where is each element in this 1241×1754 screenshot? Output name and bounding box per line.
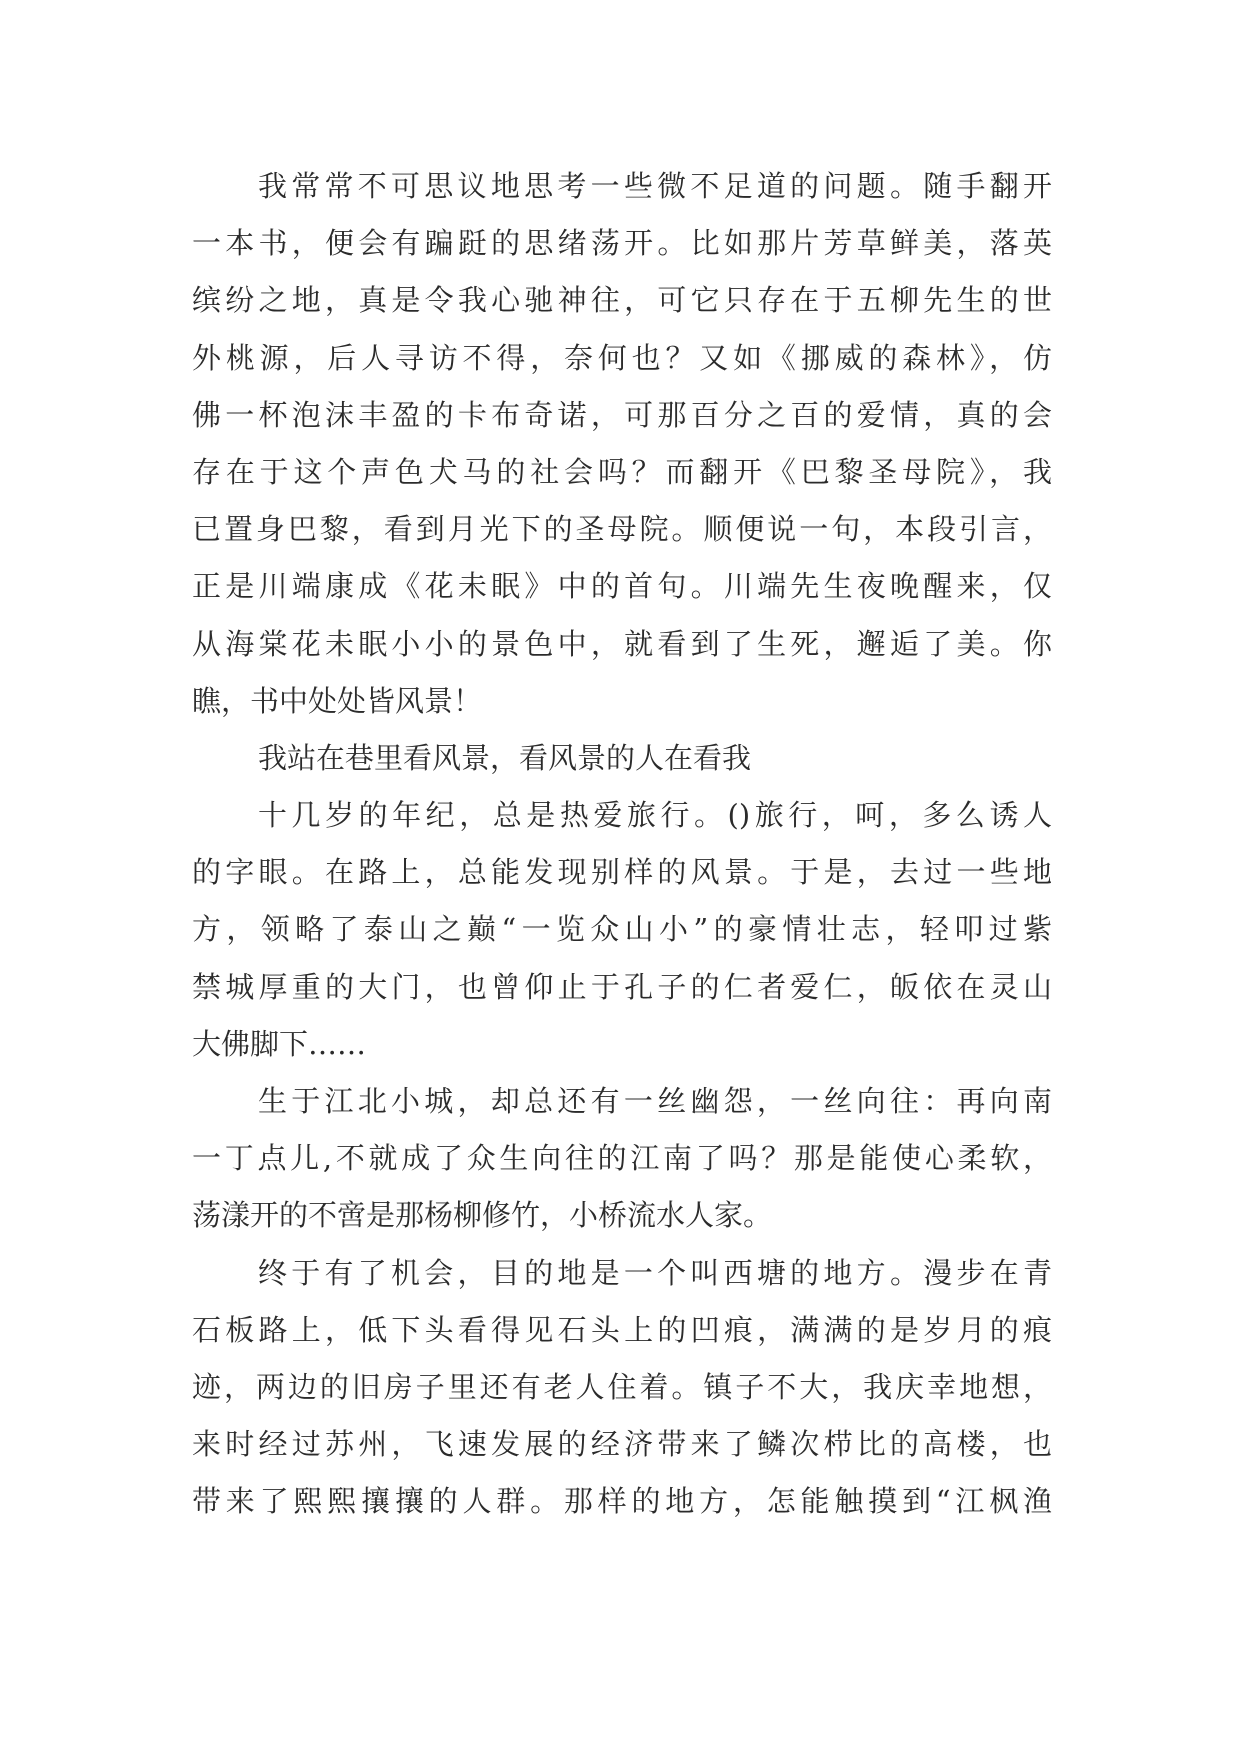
text-line: 存在于这个声色犬马的社会吗？而翻开《巴黎圣母院》，我: [192, 454, 1052, 489]
text-line: 禁城厚重的大门，也曾仰止于孔子的仁者爱仁，皈依在灵山: [192, 969, 1052, 1004]
text-line: 方，领略了泰山之巅“一览众山小”的豪情壮志，轻叩过紫: [192, 912, 1052, 947]
text-line: 缤纷之地，真是令我心驰神往，可它只存在于五柳先生的世: [192, 283, 1052, 318]
text-line: 我常常不可思议地思考一些微不足道的问题。随手翻开: [258, 169, 1052, 203]
text-line: 生于江北小城，却总还有一丝幽怨，一丝向往：再向南: [258, 1084, 1052, 1118]
body-text: [192, 158, 1052, 1531]
text-line: 瞧，书中处处皆风景！: [192, 683, 483, 718]
text-line: 终于有了机会，目的地是一个叫西塘的地方。漫步在青: [258, 1255, 1052, 1290]
text-line: 荡漾开的不啻是那杨柳修竹，小桥流水人家。: [192, 1198, 773, 1233]
text-line: 佛一杯泡沫丰盈的卡布奇诺，可那百分之百的爱情，真的会: [192, 397, 1052, 432]
text-line: 带来了熙熙攘攘的人群。那样的地方，怎能触摸到“江枫渔: [192, 1484, 1052, 1519]
text-line: 正是川端康成《花未眠》中的首句。川端先生夜晚醒来，仅: [192, 569, 1052, 604]
text-line: 石板路上，低下头看得见石头上的凹痕，满满的是岁月的痕: [192, 1312, 1052, 1347]
text-line: 大佛脚下……: [192, 1026, 367, 1061]
text-line: 来时经过苏州，飞速发展的经济带来了鳞次栉比的高楼，也: [192, 1427, 1052, 1462]
text-line: 的字眼。在路上，总能发现别样的风景。于是，去过一些地: [192, 855, 1052, 890]
text-line: 我站在巷里看风景，看风景的人在看我: [258, 740, 752, 775]
text-line: 从海棠花未眠小小的景色中，就看到了生死，邂逅了美。你: [192, 626, 1052, 661]
text-line: 一本书，便会有蹁跹的思绪荡开。比如那片芳草鲜美，落英: [192, 226, 1052, 261]
text-line: 一丁点儿,不就成了众生向往的江南了吗？那是能使心柔软，: [192, 1141, 1052, 1176]
text-line: 迹，两边的旧房子里还有老人住着。镇子不大，我庆幸地想，: [192, 1369, 1052, 1404]
text-line: 十几岁的年纪，总是热爱旅行。()旅行，呵，多么诱人: [258, 798, 1052, 833]
text-line: 已置身巴黎，看到月光下的圣母院。顺便说一句，本段引言，: [192, 512, 1052, 547]
text-line: 外桃源，后人寻访不得，奈何也？又如《挪威的森林》，仿: [192, 340, 1052, 375]
